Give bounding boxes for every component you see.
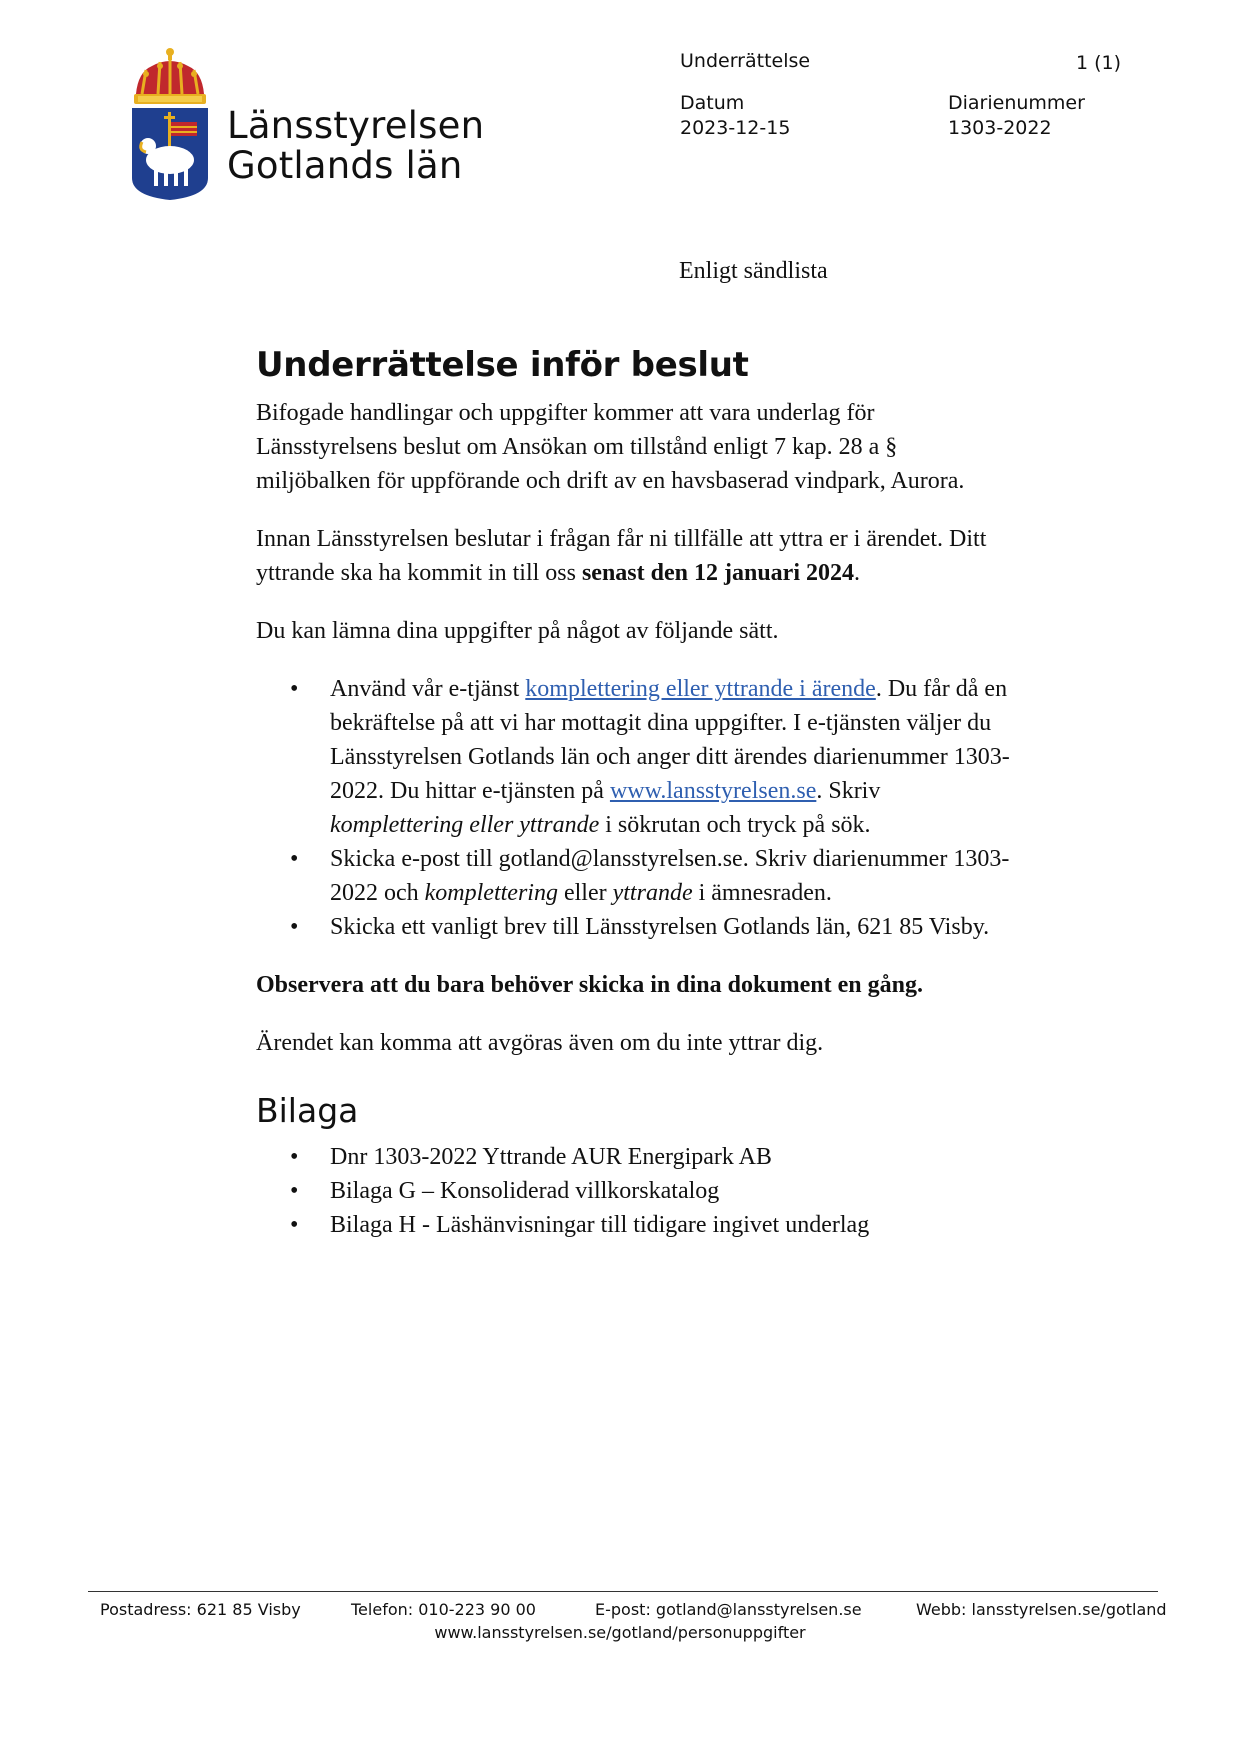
paragraph-deadline — [256, 522, 1016, 590]
lansstyrelsen-website-link[interactable]: www.lansstyrelsen.se — [609, 778, 817, 804]
registration-number-label: Diarienummer — [948, 92, 1085, 114]
submission-options-list — [256, 672, 1016, 944]
paragraph-intro: Bifogade handlingar och uppgifter kommer att vara underlag för Länsstyrelsens beslut om Ansökan om tillstånd enligt 7 kap. 28 a § miljöbalken för uppförande och drift av en havsbaserad vindpark, Aurora. — [256, 400, 965, 494]
footer-phone: Telefon: 010-223 90 00 — [351, 1600, 536, 1619]
list-item-email — [330, 842, 1016, 910]
org-name-line1: Länsstyrelsen — [227, 104, 485, 147]
list-item-e-service — [330, 672, 1016, 842]
option1-mid: . Du får då en bekräftelse på att vi har mottagit dina uppgifter. I e-tjänsten väljer du Länsstyrelsen Gotlands län och anger ditt ärendes diarienummer 1303-2022. Du hittar e-tjänsten på — [330, 676, 1010, 804]
deadline-end: . — [854, 560, 860, 586]
organization-name — [227, 106, 484, 186]
option2-italic-yttrande: yttrande — [612, 880, 693, 906]
paragraph-options-intro: Du kan lämna dina uppgifter på något av följande sätt. — [256, 618, 779, 644]
list-item-letter: • Skicka ett vanligt brev till Länsstyrelsen Gotlands län, 621 85 Visby. — [330, 910, 1016, 944]
date-value: 2023-12-15 — [680, 117, 791, 139]
option2-pre: Skicka e-post till gotland@lansstyrelsen.se. Skriv diarienummer 1303-2022 och — [330, 846, 1010, 906]
footer-postal-address: Postadress: 621 85 Visby — [100, 1600, 301, 1619]
org-name-line2: Gotlands län — [227, 144, 463, 187]
option1-mid2: . Skriv — [816, 778, 881, 804]
date-label: Datum — [680, 92, 745, 114]
option1-end: i sökrutan och tryck på sök. — [599, 812, 871, 838]
document-title: Underrättelse inför beslut — [256, 345, 749, 385]
recipient: Enligt sändlista — [679, 258, 828, 284]
option1-search-term: komplettering eller yttrande — [330, 812, 600, 838]
option2-end: i ämnesraden. — [692, 880, 832, 906]
deadline-date: senast den 12 januari 2024 — [581, 560, 854, 586]
registration-number-value: 1303-2022 — [948, 117, 1052, 139]
option2-mid: eller — [557, 880, 613, 906]
attachments-heading: Bilaga — [256, 1091, 359, 1130]
footer-privacy-url: www.lansstyrelsen.se/gotland/personuppgifter — [434, 1623, 806, 1642]
attachment-item: • Bilaga H - Läshänvisningar till tidigare ingivet underlag — [330, 1208, 1016, 1242]
footer-email: E-post: gotland@lansstyrelsen.se — [595, 1600, 862, 1619]
option1-pre: Använd vår e-tjänst — [330, 676, 526, 702]
attachment-item: • Bilaga G – Konsoliderad villkorskatalog — [330, 1174, 1016, 1208]
page-number: 1 (1) — [1076, 52, 1122, 74]
letter-body — [256, 342, 1016, 1266]
note-send-once — [256, 968, 1016, 1002]
deadline-text: Innan Länsstyrelsen beslutar i frågan får ni tillfälle att yttra er i ärendet. Ditt yttrande ska ha kommit in till oss — [256, 526, 987, 586]
e-service-link[interactable]: komplettering eller yttrande i ärende — [525, 676, 876, 702]
attachments-list — [256, 1140, 1016, 1242]
paragraph-decision-notice: Ärendet kan komma att avgöras även om du inte yttrar dig. — [256, 1030, 824, 1056]
coat-of-arms-logo-icon — [128, 46, 212, 207]
note-bold: Observera att du bara behöver skicka in dina dokument en gång. — [256, 972, 923, 998]
document-type: Underrättelse — [680, 50, 811, 72]
option2-italic-komplettering: komplettering — [424, 880, 558, 906]
footer-website: Webb: lansstyrelsen.se/gotland — [916, 1600, 1167, 1619]
footer-divider — [88, 1591, 1158, 1592]
attachment-item: • Dnr 1303-2022 Yttrande AUR Energipark AB — [330, 1140, 1016, 1174]
